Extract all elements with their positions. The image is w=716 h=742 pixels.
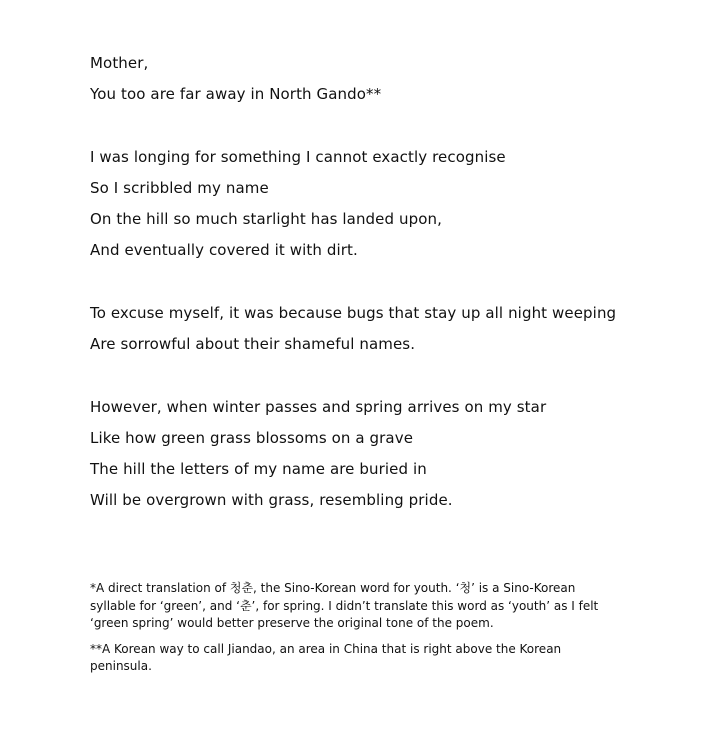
poem-line: On the hill so much starlight has landed upon,: [90, 210, 442, 228]
poem-line: Like how green grass blossoms on a grave: [90, 429, 414, 447]
poem-line: Mother,: [90, 54, 149, 72]
poem-line: And eventually covered it with dirt.: [90, 241, 358, 259]
poem-line: You too are far away in North Gando**: [90, 85, 382, 103]
footnotes: [90, 580, 610, 684]
poem: [90, 48, 690, 548]
poem-line: However, when winter passes and spring arrives on my star: [90, 398, 547, 416]
poem-line: I was longing for something I cannot exactly recognise: [90, 148, 506, 166]
stanza-4: [90, 392, 690, 516]
poem-line: To excuse myself, it was because bugs that stay up all night weeping: [90, 304, 617, 322]
poem-line: Are sorrowful about their shameful names.: [90, 335, 416, 353]
poem-line: So I scribbled my name: [90, 179, 269, 197]
stanza-1: [90, 48, 690, 110]
stanza-3: [90, 298, 690, 360]
footnote-1: *A direct translation of 청춘, the Sino-Korean word for youth. ‘청’ is a Sino-Korean syllable for ‘green’, and ‘춘’, for spring. I didn’t translate this word as ‘youth’ as I felt ‘green spring’ would better preserve the original tone of the poem.: [90, 581, 599, 630]
stanza-2: [90, 142, 690, 266]
poem-line: The hill the letters of my name are buried in: [90, 460, 427, 478]
poem-line: Will be overgrown with grass, resembling pride.: [90, 491, 453, 509]
footnote-2: **A Korean way to call Jiandao, an area in China that is right above the Korean peninsula.: [90, 641, 562, 673]
